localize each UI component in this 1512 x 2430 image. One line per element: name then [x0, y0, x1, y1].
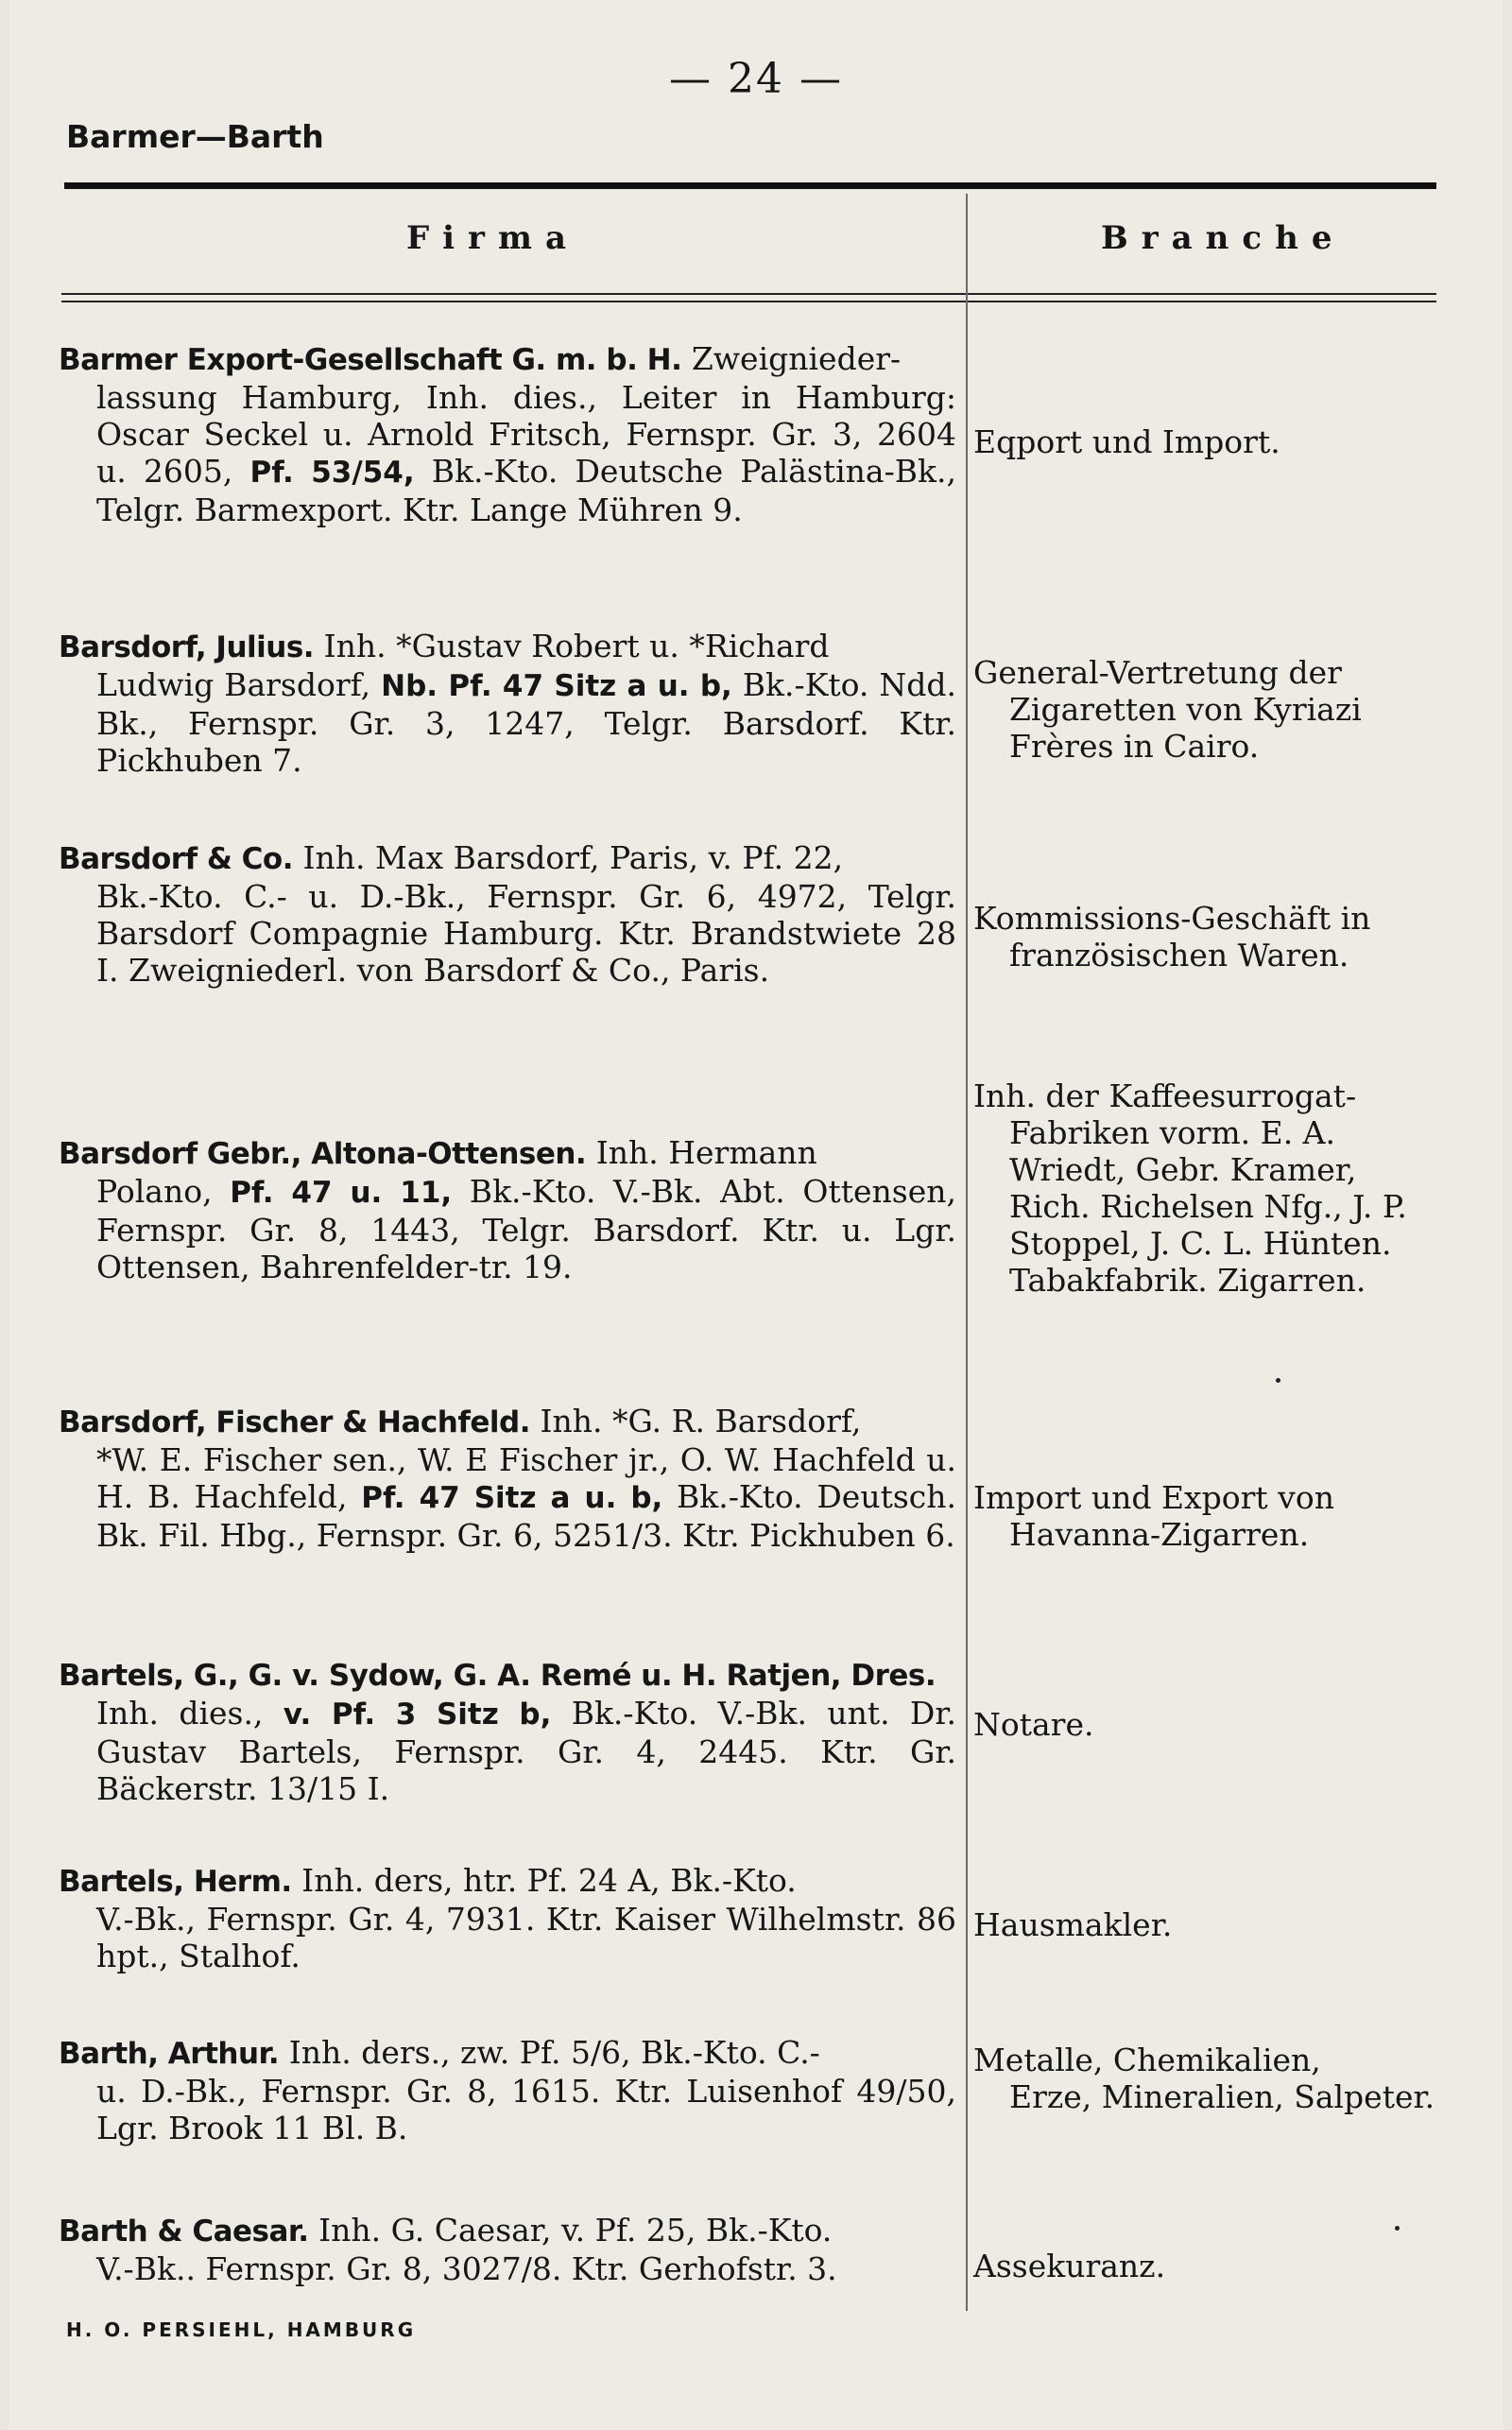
- header-rule: [64, 182, 1436, 189]
- branche-barth-arthur: [973, 2042, 1436, 2115]
- branche-detail: Zigaretten von Kyriazi Frères in Cairo.: [1009, 691, 1362, 765]
- firm-detail: [59, 2073, 956, 2146]
- print-speck: [1395, 2226, 1400, 2231]
- firm-detail-text: *W. E. Fischer sen., W. E Fischer jr., O. W. Hachfeld u. H. B. Hachfeld,: [96, 1441, 956, 1515]
- column-header-rule-top: [61, 293, 1436, 295]
- branche-detail: französischen Waren.: [1009, 937, 1349, 974]
- firm-detail-first-line: Inh. Hermann: [595, 1134, 817, 1171]
- firm-name: Bartels, Herm.: [59, 1865, 292, 1899]
- firm-name: Barsdorf, Fischer & Hachfeld.: [59, 1405, 530, 1439]
- firm-detail-text: V.-Bk., Fernspr. Gr. 4, 7931. Ktr. Kaiser Wilhelmstr. 86 hpt., Stalhof.: [96, 1901, 956, 1974]
- branche-barsdorf-gebr: [973, 1077, 1436, 1299]
- branche-first-line: Import und Export von: [973, 1479, 1334, 1516]
- branche-bartels-g: [973, 1706, 1436, 1743]
- branche-barsdorf-co: [973, 900, 1436, 974]
- firm-detail-text: Polano,: [96, 1173, 231, 1210]
- entry-barsdorf-co: [59, 839, 956, 989]
- firm-detail: [59, 1441, 956, 1554]
- entry-barth-caesar: [59, 2212, 956, 2287]
- column-header-firma: Firma: [406, 219, 579, 257]
- column-header-branche: Branche: [1101, 219, 1346, 257]
- firm-detail-text: u. D.-Bk., Fernspr. Gr. 8, 1615. Ktr. Luisenhof 49/50, Lgr. Brook 11 Bl. B.: [96, 2073, 956, 2146]
- firm-name: Bartels, G., G. v. Sydow, G. A. Remé u. H. Ratjen, Dres.: [59, 1659, 936, 1693]
- entry-bartels-g: [59, 1656, 956, 1807]
- running-head: Barmer—Barth: [66, 118, 324, 155]
- firm-name: Barsdorf & Co.: [59, 842, 293, 876]
- firm-detail-text: Ludwig Barsdorf,: [96, 666, 382, 703]
- branche-barsdorf-julius: [973, 654, 1436, 765]
- firm-detail-first-line: Inh. G. Caesar, v. Pf. 25, Bk.-Kto.: [318, 2212, 833, 2249]
- page-number: — 24 —: [669, 55, 843, 103]
- branche-barth-caesar: [973, 2248, 1436, 2284]
- branche-first-line: Metalle, Chemikalien,: [973, 2042, 1321, 2078]
- firm-name: Barmer Export-Gesellschaft G. m. b. H.: [59, 343, 682, 377]
- branche-first-line: Kommissions-Geschäft in: [973, 900, 1371, 937]
- firm-detail-first-line: Inh. *Gustav Robert u. *Richard: [323, 628, 830, 664]
- firm-detail-text: Inh. dies.,: [96, 1695, 284, 1732]
- firm-name: Barth, Arthur.: [59, 2037, 280, 2071]
- entry-barth-arthur: [59, 2034, 956, 2146]
- firm-detail-bold: Nb. Pf. 47 Sitz a u. b,: [381, 669, 732, 703]
- firm-detail-text: V.-Bk.. Fernspr. Gr. 8, 3027/8. Ktr. Gerhofstr. 3.: [96, 2250, 837, 2287]
- column-header-rule-bottom: [61, 301, 1436, 302]
- firm-detail-text: Bk.-Kto. Deutsch. Bk. Fil. Hbg., Fernspr. Gr. 6, 5251/3. Ktr. Pickhuben 6.: [96, 1478, 956, 1554]
- branche-detail: Havanna-Zigarren.: [1009, 1516, 1310, 1553]
- firm-detail-first-line: Inh. ders., zw. Pf. 5/6, Bk.-Kto. C.-: [288, 2034, 820, 2071]
- entry-barsdorf-gebr: [59, 1134, 956, 1285]
- firm-detail-text: Bk.-Kto. V.-Bk. unt. Dr. Gustav Bartels, Fernspr. Gr. 4, 2445. Ktr. Gr. Bäckerstr. 13/15 I.: [96, 1695, 957, 1807]
- firm-detail-text: Bk.-Kto. V.-Bk. Abt. Ottensen, Fernspr. Gr. 8, 1443, Telgr. Barsdorf. Ktr. u. Lgr. Ottensen, Bahrenfelder-tr. 19.: [96, 1173, 956, 1285]
- firm-detail-first-line: Inh. *G. R. Barsdorf,: [540, 1403, 862, 1439]
- firm-name: Barth & Caesar.: [59, 2215, 309, 2249]
- firm-detail-first-line: Zweignieder-: [691, 340, 902, 377]
- firm-detail-first-line: Inh. ders, htr. Pf. 24 A, Bk.-Kto.: [301, 1862, 797, 1899]
- entry-barsdorf-julius: [59, 628, 956, 779]
- branche-detail: Erze, Mineralien, Salpeter.: [1009, 2078, 1435, 2115]
- firm-detail-text: Bk.-Kto. Ndd. Bk., Fernspr. Gr. 3, 1247, Telgr. Barsdorf. Ktr. Pickhuben 7.: [96, 666, 956, 779]
- printer-imprint: H. O. PERSIEHL, HAMBURG: [66, 2318, 417, 2341]
- firm-detail: [59, 1695, 956, 1807]
- firm-detail-first-line: Inh. Max Barsdorf, Paris, v. Pf. 22,: [302, 839, 844, 876]
- firm-detail-bold: Pf. 47 Sitz a u. b,: [361, 1481, 663, 1515]
- firm-detail-bold: Pf. 53/54,: [249, 456, 415, 490]
- firm-detail: [59, 379, 956, 528]
- branche-first-line: Inh. der Kaffeesurrogat-: [973, 1077, 1357, 1114]
- branche-first-line: General-Vertretung der: [973, 654, 1342, 691]
- print-speck: [1276, 1378, 1280, 1383]
- entry-barsdorf-fischer-hachfeld: [59, 1403, 956, 1554]
- firm-detail-text: lassung Hamburg, Inh. dies., Leiter in Hamburg: Oscar Seckel u. Arnold Fritsch, Fernspr. Gr. 3, 2604 u. 2605,: [96, 379, 956, 490]
- firm-detail-text: Bk.-Kto. Deutsche Palästina-Bk., Telgr. Barmexport. Ktr. Lange Mühren 9.: [96, 453, 956, 528]
- entry-barmer-export: [59, 340, 956, 528]
- firm-detail: [59, 878, 956, 989]
- firm-name: Barsdorf Gebr., Altona-Ottensen.: [59, 1137, 587, 1171]
- firm-detail-bold: Pf. 47 u. 11,: [230, 1176, 453, 1210]
- firm-detail-bold: v. Pf. 3 Sitz b,: [283, 1698, 552, 1732]
- entry-bartels-herm: [59, 1862, 956, 1974]
- column-divider: [966, 194, 968, 2311]
- branche-barsdorf-fischer-hachfeld: [973, 1479, 1436, 1553]
- firm-detail: [59, 2250, 956, 2287]
- branche-barmer-export: [973, 423, 1436, 460]
- branche-first-line: Hausmakler.: [973, 1906, 1173, 1943]
- branche-first-line: Notare.: [973, 1706, 1094, 1743]
- firm-detail-text: Bk.-Kto. C.- u. D.-Bk., Fernspr. Gr. 6, 4972, Telgr. Barsdorf Compagnie Hamburg. Ktr. Brandstwiete 28 I. Zweigniederl. von Barsdorf & Co., Paris.: [96, 878, 956, 989]
- firm-detail: [59, 1173, 956, 1285]
- branche-first-line: Eqport und Import.: [973, 423, 1280, 460]
- branche-detail: Fabriken vorm. E. A. Wriedt, Gebr. Kramer, Rich. Richelsen Nfg., J. P. Stoppel, J. C. L. Hünten. Tabakfabrik. Zigarren.: [1009, 1114, 1407, 1299]
- branche-first-line: Assekuranz.: [973, 2248, 1166, 2284]
- branche-bartels-herm: [973, 1906, 1436, 1943]
- firm-name: Barsdorf, Julius.: [59, 630, 315, 664]
- firm-detail: [59, 666, 956, 779]
- firm-detail: [59, 1901, 956, 1974]
